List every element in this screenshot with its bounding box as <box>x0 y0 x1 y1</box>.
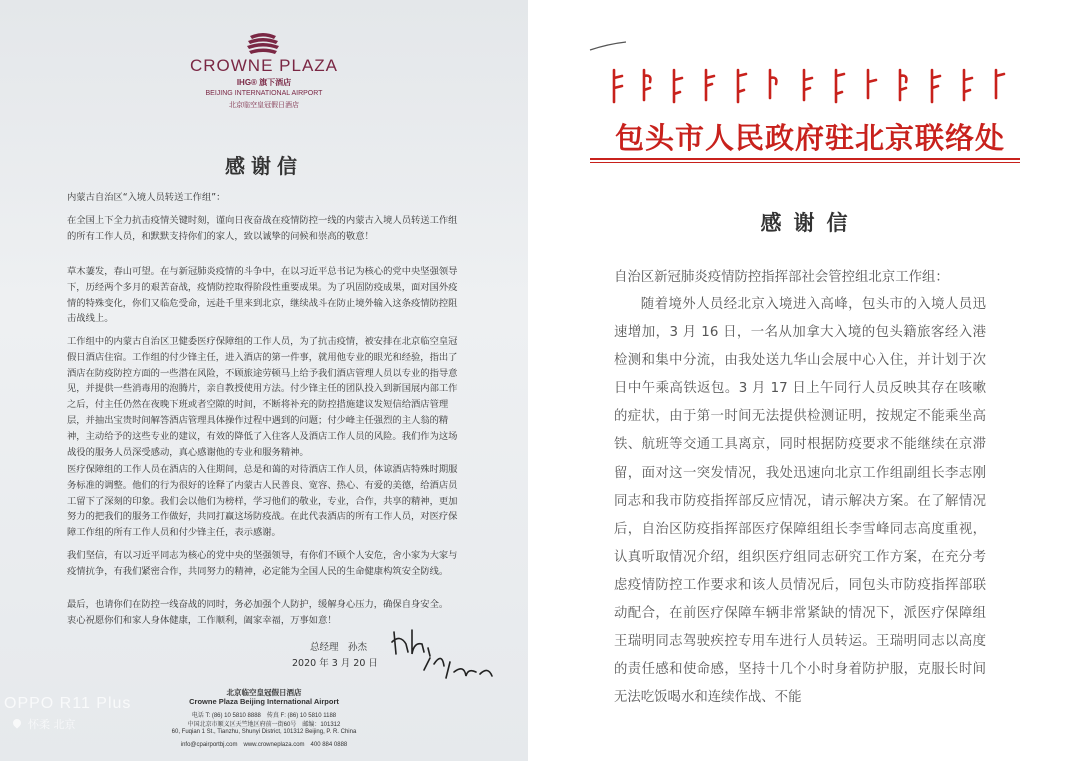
camera-watermark: OPPO R11 Plus <box>4 695 132 712</box>
letter-date: 2020 年 3 月 20 日 <box>292 658 378 669</box>
mongolian-script-header <box>610 64 1010 108</box>
footer-phone: 电话 T: (86) 10 5810 8888 传真 F: (86) 10 5810 1188 <box>191 713 337 719</box>
letter-paragraph: 医疗保障组的工作人员在酒店的入住期间，总是和蔼的对待酒店工作人员，体谅酒店特殊时期服务标准的调整。他们的行为很好的诠释了内蒙古人民善良、宽容、热心、有爱的美德，给酒店员工留下了深刻的印象。我们会以他们为榜样，学习他们的敬业，专业，合作，共享的精神，更加努力的把我们的服务工作做好，共同打赢这场防疫战。在此代表酒店的所有工作人员，对医疗保障工作组的所有工作人员和付少锋主任，表示感谢。 <box>67 464 458 539</box>
camera-watermark-location: 怀柔 北京 <box>28 718 76 731</box>
pen-stroke-mark <box>588 40 628 52</box>
signer-name: 总经理 孙杰 <box>310 642 368 653</box>
letter-paragraph: 工作组中的内蒙古自治区卫健委医疗保障组的工作人员，为了抗击疫情，被安排在北京临空皇冠假日酒店住宿。工作组的付少锋主任，进入酒店的第一件事，就用他专业的眼光和经验，指出了酒店在防疫防控方面的一些潜在风险，不顾旅途劳顿马上给予我们酒店管理人员以专业的指导意见，并提供一些消毒用的泡腾片，亲自教授使用方法。付少锋主任的团队投入到新国展内部工作之后，付主任仍然在夜晚下班或者空隙的时间，不断将补充的防控措施建议发短信给酒店管理层，并抽出宝贵时间解答酒店管理具体操作过程中遇到的问题；付少峰主任强烈的主人翁的精神，主动给予的这些专业的建议，有效的降低了入住客人及酒店工作人员的风险。我们作为这场战役的服务人员深受感动，真心感谢他的专业和服务精神。 <box>67 336 458 458</box>
letter-paragraph: 在全国上下全力抗击疫情关键时刻，谨向日夜奋战在疫情防控一线的内蒙古入境人员转送工作组的所有工作人员，和默默支持你们的家人，致以诚挚的问候和崇高的敬意！ <box>67 215 458 242</box>
footer-contact: info@cpairportbj.com www.crowneplaza.com 400 884 0888 <box>180 742 348 748</box>
footer-address-en: 60, Fuqian 1 St., Tianzhu, Shunyi District, 101312 Beijing, P. R. China <box>171 729 357 735</box>
footer-address-cn: 中国北京市顺义区天竺地区府前一街60号 邮编：101312 <box>187 722 341 728</box>
letterhead-rule <box>590 162 1020 163</box>
letter-paragraph: 最后，也请你们在防控一线奋战的同时，务必加强个人防护，缓解身心压力，确保自身安全。 <box>67 599 449 610</box>
letter-paragraph: 衷心祝愿你们和家人身体健康，工作顺利，阖家幸福，万事如意！ <box>67 615 337 626</box>
footer-hotel-en: Crowne Plaza Beijing International Airport <box>189 697 339 706</box>
letter-body: 随着境外人员经北京入境进入高峰，包头市的入境人员迅速增加，3 月 16 日，一名从加拿大入境的包头籍旅客经入港检测和集中分流，由我处送九华山会展中心入住，并计划于次日中午乘高铁返包。3 月 17 日上午同行人员反映其存在咳嗽的症状，由于第一时间无法提供检测证明，按规定不能乘坐高铁、航班等交通工具离京，同时根据防疫要求不能继续在京滞留，面对这一突发情况，我处迅速向北京工作组副组长李志刚同志和我市防疫指挥部反应情况，请示解决方案。在了解情况后，自治区防疫指挥部医疗保障组组长李雪峰同志高度重视，认真听取情况介绍，组织医疗组同志研究工作方案，在充分考虑疫情防控工作要求和该人员情况后，同包头市防疫指挥部联动配合，在前医疗保障车辆非常紧缺的情况下，派医疗保障组王瑞明同志驾驶疾控专用车进行人员转运。王瑞明同志以高度的责任感和使命感，坚持十几个小时身着防护服，克服长时间无法吃饭喝水和连续作战、不能 <box>614 297 986 706</box>
brand-location-cn: 北京临空皇冠假日酒店 <box>229 101 299 109</box>
footer-hotel-cn: 北京临空皇冠假日酒店 <box>226 688 302 697</box>
letter-title: 感谢信 <box>760 211 860 235</box>
letter-greeting: 内蒙古自治区“入境人员转送工作组”： <box>67 192 226 203</box>
letter-paragraph: 草木萋发，春山可望。在与新冠肺炎疫情的斗争中，在以习近平总书记为核心的党中央坚强领导下，历经两个多月的艰苦奋战，疫情防控取得阶段性重要成果。为了巩固防疫成果，面对国外疫情的特殊变化，你们又临危受命，远赴千里来到北京，继续战斗在防止境外输入这条疫情防控阻击战线上。 <box>67 266 458 325</box>
brand-location: BEIJING INTERNATIONAL AIRPORT <box>205 90 323 97</box>
office-letterhead: 包头市人民政府驻北京联络处 <box>614 121 1005 155</box>
letterhead-rule <box>590 158 1020 160</box>
baotou-letter <box>540 0 1080 761</box>
letter-greeting: 自治区新冠肺炎疫情防控指挥部社会管控组北京工作组： <box>614 270 949 285</box>
crown-logo-icon <box>244 32 282 56</box>
letter-paragraph: 我们坚信，有以习近平同志为核心的党中央的坚强领导，有你们不顾个人安危，舍小家为大家与疫情抗争，有我们紧密合作，共同努力的精神，必定能为全国人民的生命健康构筑安全防线。 <box>67 550 458 577</box>
crowne-plaza-letter <box>0 0 528 761</box>
brand-ihg: IHG® 旗下酒店 <box>236 78 292 87</box>
letter-title: 感谢信 <box>225 154 303 178</box>
brand-name: CROWNE PLAZA <box>189 56 339 75</box>
